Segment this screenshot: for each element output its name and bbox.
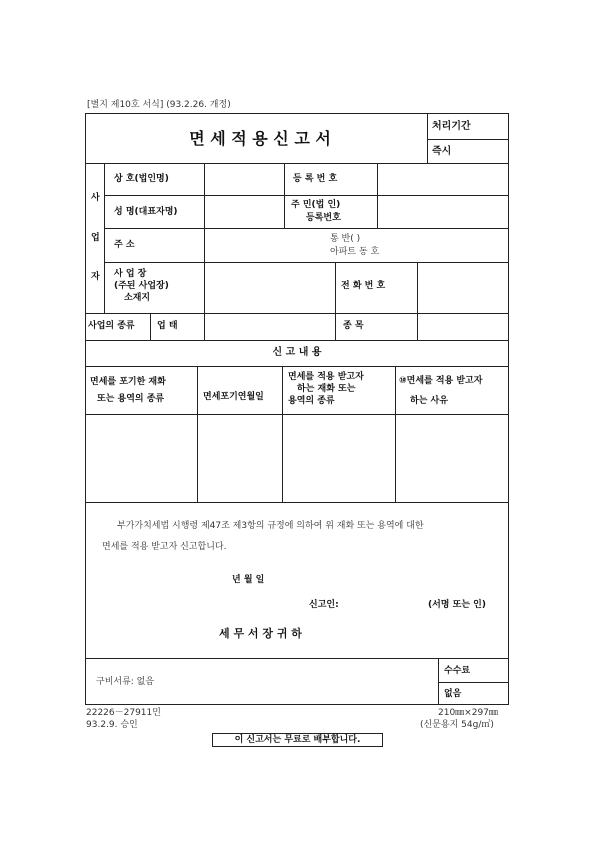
col4-header-2: 하는 사유 [410, 396, 448, 406]
apt-label: 아파트 동 호 [330, 247, 380, 257]
col4-header: ⑩면세를 적용 받고자 [399, 376, 483, 386]
col3-header-2: 하는 재화 또는 [297, 384, 356, 394]
category-label: 업 태 [157, 321, 178, 331]
exempt-goods-cell[interactable] [283, 415, 394, 501]
biz-type-label: 사업의 종류 [88, 321, 135, 331]
form-title: 면 세 적 용 신 고 서 [189, 129, 331, 148]
resident-no-field[interactable] [378, 196, 508, 227]
processing-period-label: 처리기간 [432, 121, 471, 132]
reg-no-label: 등 록 번 호 [293, 174, 338, 184]
col2-header: 면세포기연월일 [203, 392, 264, 402]
approval-date: 93.2.9. 승인 [86, 720, 138, 730]
reporter-label: 신고인: [309, 600, 339, 610]
col1-header: 면세를 포기한 재화 [90, 377, 166, 387]
biz-place-label-3: 소재지 [124, 293, 151, 303]
biz-place-label: 사 업 장 [114, 269, 147, 279]
waived-goods-cell[interactable] [86, 415, 196, 501]
declaration-text-2: 면세를 적용 받고자 신고합니다. [102, 542, 227, 552]
address-label: 주 소 [114, 240, 135, 250]
trade-name-field[interactable] [205, 164, 283, 194]
address-field[interactable] [205, 229, 325, 261]
form-number: [별지 제10호 서식] (93.2.26. 개정) [87, 100, 231, 110]
declaration-text: 부가가치세법 시행령 제47조 제3항의 규정에 의하여 위 재화 또는 용역에 대한 [117, 521, 424, 531]
trade-name-label: 상 호(법인명) [114, 174, 169, 184]
col1-header-2: 또는 용역의 종류 [97, 394, 165, 404]
resident-no-label: 주 민(법 인) [291, 200, 341, 210]
processing-period-value: 즉시 [432, 146, 452, 157]
biz-place-field[interactable] [205, 263, 334, 312]
name-field[interactable] [205, 196, 283, 227]
item-label: 종 목 [343, 321, 364, 331]
tong-ban-label: 통 반( ) [330, 234, 361, 244]
fee-label: 수수료 [444, 666, 471, 676]
name-label: 성 명(대표자명) [114, 207, 178, 217]
waive-date-cell[interactable] [198, 415, 281, 501]
report-section-title: 신 고 내 용 [272, 347, 322, 358]
phone-field[interactable] [418, 263, 508, 312]
form-code: 22226－27911민 [86, 708, 161, 718]
fee-value: 없음 [444, 689, 462, 699]
reason-cell[interactable] [396, 415, 508, 501]
applicant-label-1: 사 [91, 193, 100, 203]
resident-no-label-2: 등록번호 [306, 213, 341, 223]
date-line: 년 월 일 [232, 575, 265, 585]
free-distribution-notice: 이 신고서는 무료로 배부합니다. [212, 733, 383, 747]
item-field[interactable] [418, 314, 508, 339]
reg-no-field[interactable] [378, 164, 508, 194]
paper-type: (신문용지 54g/㎡) [420, 720, 494, 730]
reporter-field[interactable] [345, 597, 425, 612]
category-field[interactable] [205, 314, 334, 339]
col3-header: 면세를 적용 받고자 [288, 372, 364, 382]
attachments: 구비서류: 없음 [96, 677, 155, 687]
paper-size: 210㎜×297㎜ [438, 708, 498, 718]
recipient: 세 무 서 장 귀 하 [219, 627, 302, 640]
sign-label: (서명 또는 인) [428, 600, 486, 610]
applicant-label-3: 자 [91, 272, 100, 282]
phone-label: 전 화 번 호 [341, 281, 386, 291]
applicant-label-2: 업 [91, 233, 100, 243]
biz-place-label-2: (주된 사업장) [114, 281, 169, 291]
col3-header-3: 용역의 종류 [288, 396, 335, 406]
